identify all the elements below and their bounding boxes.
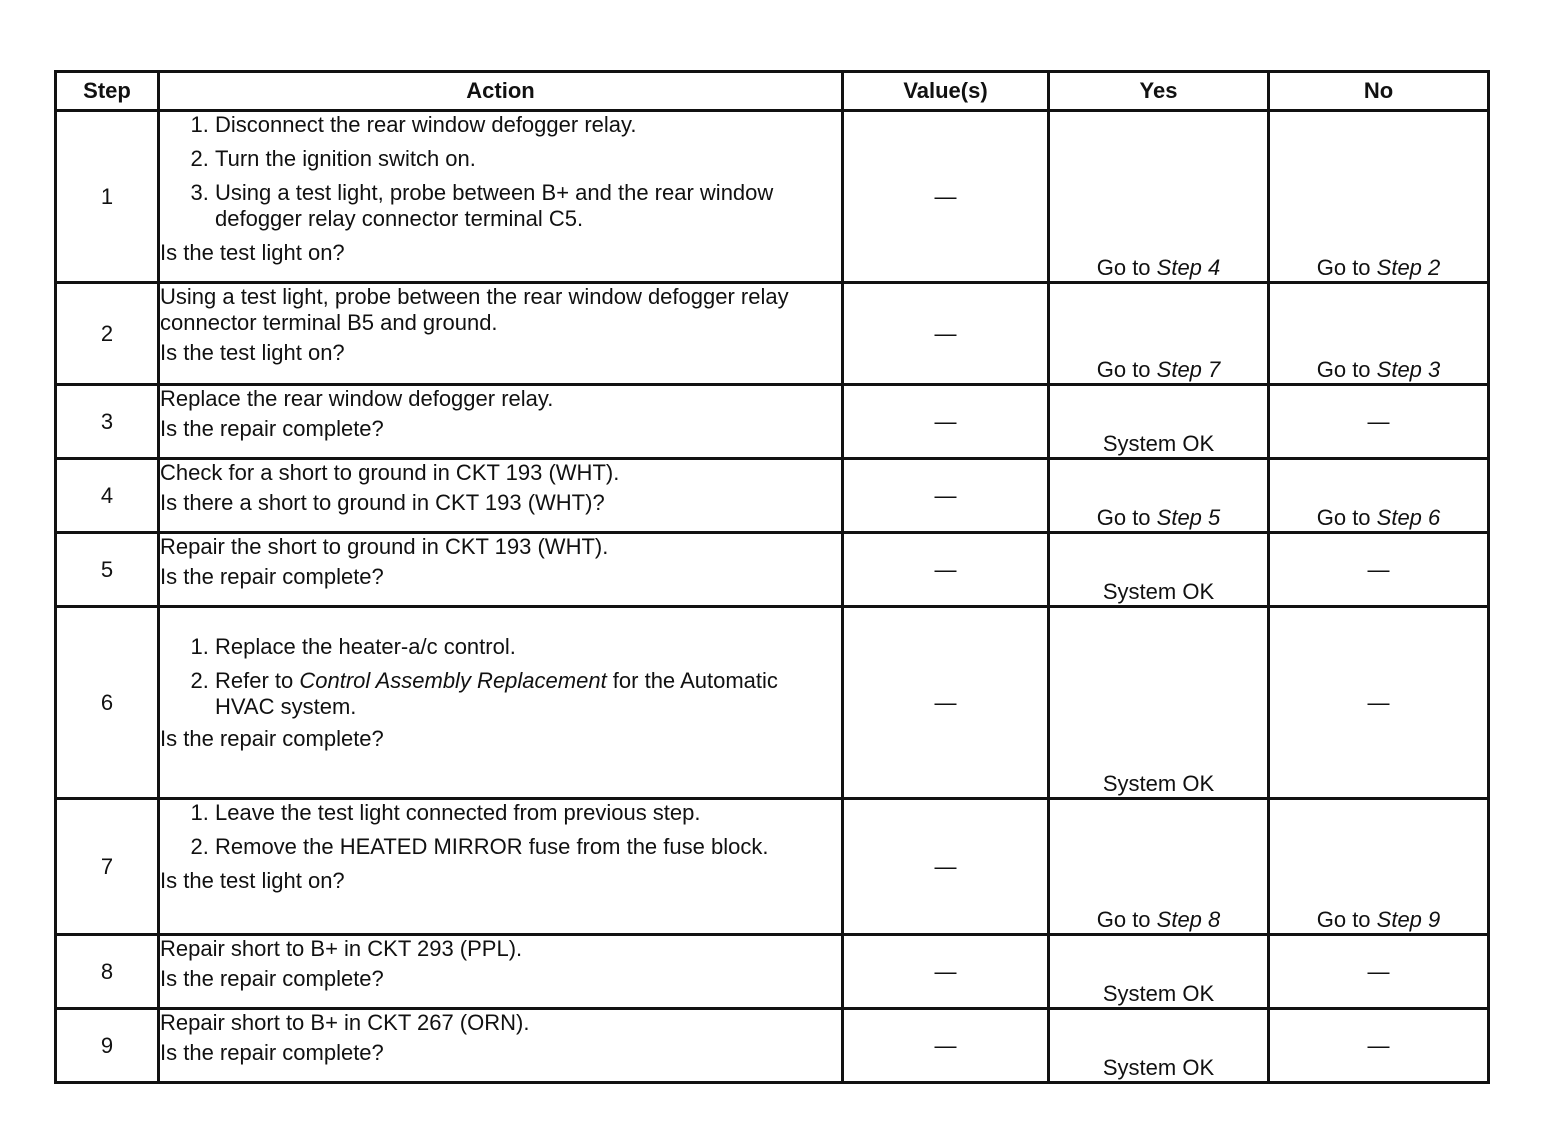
action-text: Repair the short to ground in CKT 193 (WHT). bbox=[160, 534, 609, 559]
step-number: 8 bbox=[56, 935, 159, 1009]
no-cell bbox=[1269, 799, 1489, 935]
action-cell bbox=[159, 799, 843, 935]
no-prefix: Go to bbox=[1316, 907, 1377, 932]
table-row bbox=[56, 385, 1489, 459]
no-step-link: Step 6 bbox=[1376, 505, 1441, 530]
action-item: 2. Turn the ignition switch on. bbox=[215, 146, 841, 172]
step-number: 6 bbox=[56, 607, 159, 799]
action-question: Is the repair complete? bbox=[160, 966, 384, 991]
step-number: 9 bbox=[56, 1009, 159, 1083]
yes-cell: System OK bbox=[1049, 607, 1269, 799]
action-cell bbox=[159, 607, 843, 799]
no-cell bbox=[1269, 111, 1489, 283]
action-item-suffix: for the Automatic HVAC system. bbox=[215, 668, 778, 719]
table-row bbox=[56, 799, 1489, 935]
value-cell: — bbox=[843, 1009, 1049, 1083]
header-row bbox=[56, 72, 1489, 111]
yes-cell bbox=[1049, 111, 1269, 283]
table-row bbox=[56, 459, 1489, 533]
no-cell: — bbox=[1269, 935, 1489, 1009]
value-cell: — bbox=[843, 935, 1049, 1009]
header-values: Value(s) bbox=[843, 72, 1049, 111]
action-text: Using a test light, probe between the rear window defogger relay connector terminal B5 and ground. bbox=[160, 284, 789, 335]
table-row bbox=[56, 283, 1489, 385]
yes-cell bbox=[1049, 799, 1269, 935]
table-row bbox=[56, 935, 1489, 1009]
action-cell bbox=[159, 111, 843, 283]
action-text: Replace the rear window defogger relay. bbox=[160, 386, 554, 411]
action-question: Is the repair complete? bbox=[160, 1040, 384, 1065]
yes-cell: System OK bbox=[1049, 385, 1269, 459]
yes-prefix: Go to bbox=[1096, 505, 1157, 530]
yes-step-link: Step 4 bbox=[1156, 255, 1221, 280]
no-step-link: Step 3 bbox=[1376, 357, 1441, 382]
table-row bbox=[56, 607, 1489, 799]
no-prefix: Go to bbox=[1316, 505, 1377, 530]
yes-cell bbox=[1049, 283, 1269, 385]
action-question: Is the test light on? bbox=[160, 868, 345, 893]
value-cell: — bbox=[843, 385, 1049, 459]
table-row bbox=[56, 111, 1489, 283]
action-question: Is the repair complete? bbox=[160, 564, 384, 589]
action-question: Is the repair complete? bbox=[160, 726, 384, 751]
no-cell: — bbox=[1269, 1009, 1489, 1083]
value-cell: — bbox=[843, 283, 1049, 385]
header-yes: Yes bbox=[1049, 72, 1269, 111]
action-cell bbox=[159, 935, 843, 1009]
header-step: Step bbox=[56, 72, 159, 111]
action-item: 2. Remove the HEATED MIRROR fuse from the fuse block. bbox=[215, 834, 841, 860]
action-cell bbox=[159, 1009, 843, 1083]
yes-step-link: Step 7 bbox=[1156, 357, 1221, 382]
no-prefix: Go to bbox=[1316, 357, 1377, 382]
value-cell: — bbox=[843, 607, 1049, 799]
no-cell bbox=[1269, 283, 1489, 385]
value-cell: — bbox=[843, 459, 1049, 533]
yes-cell bbox=[1049, 459, 1269, 533]
action-item: 1. Replace the heater-a/c control. bbox=[215, 634, 841, 660]
no-cell: — bbox=[1269, 385, 1489, 459]
action-item: 3. Using a test light, probe between B+ and the rear window defogger relay connector terminal C5. bbox=[215, 180, 841, 232]
action-question: Is the test light on? bbox=[160, 340, 345, 365]
action-item bbox=[215, 668, 841, 720]
action-item: 1. Leave the test light connected from previous step. bbox=[215, 800, 841, 826]
header-action: Action bbox=[159, 72, 843, 111]
step-number: 3 bbox=[56, 385, 159, 459]
action-list bbox=[160, 634, 841, 720]
action-cell bbox=[159, 459, 843, 533]
yes-cell: System OK bbox=[1049, 935, 1269, 1009]
yes-prefix: Go to bbox=[1096, 255, 1157, 280]
value-cell: — bbox=[843, 533, 1049, 607]
action-text: Repair short to B+ in CKT 267 (ORN). bbox=[160, 1010, 530, 1035]
table-row bbox=[56, 1009, 1489, 1083]
action-list bbox=[160, 800, 841, 860]
step-number: 4 bbox=[56, 459, 159, 533]
step-number: 7 bbox=[56, 799, 159, 935]
yes-cell: System OK bbox=[1049, 1009, 1269, 1083]
action-question: Is there a short to ground in CKT 193 (WHT)? bbox=[160, 490, 605, 515]
yes-cell: System OK bbox=[1049, 533, 1269, 607]
no-step-link: Step 9 bbox=[1376, 907, 1441, 932]
action-list bbox=[160, 112, 841, 232]
action-text: Repair short to B+ in CKT 293 (PPL). bbox=[160, 936, 523, 961]
step-number: 5 bbox=[56, 533, 159, 607]
yes-step-link: Step 8 bbox=[1156, 907, 1221, 932]
no-cell: — bbox=[1269, 533, 1489, 607]
value-cell: — bbox=[843, 799, 1049, 935]
procedure-reference: Control Assembly Replacement bbox=[299, 668, 607, 693]
header-no: No bbox=[1269, 72, 1489, 111]
action-question: Is the test light on? bbox=[160, 240, 345, 265]
step-number: 2 bbox=[56, 283, 159, 385]
action-item-prefix: Refer to bbox=[215, 668, 300, 693]
yes-step-link: Step 5 bbox=[1156, 505, 1221, 530]
action-cell bbox=[159, 385, 843, 459]
action-cell bbox=[159, 283, 843, 385]
no-step-link: Step 2 bbox=[1376, 255, 1441, 280]
no-cell bbox=[1269, 459, 1489, 533]
value-cell: — bbox=[843, 111, 1049, 283]
no-prefix: Go to bbox=[1316, 255, 1377, 280]
diagnostic-table bbox=[54, 70, 1490, 1084]
yes-prefix: Go to bbox=[1096, 907, 1157, 932]
step-number: 1 bbox=[56, 111, 159, 283]
action-cell bbox=[159, 533, 843, 607]
action-text: Check for a short to ground in CKT 193 (WHT). bbox=[160, 460, 620, 485]
no-cell: — bbox=[1269, 607, 1489, 799]
action-question: Is the repair complete? bbox=[160, 416, 384, 441]
action-item: 1. Disconnect the rear window defogger relay. bbox=[215, 112, 841, 138]
table-row bbox=[56, 533, 1489, 607]
yes-prefix: Go to bbox=[1096, 357, 1157, 382]
